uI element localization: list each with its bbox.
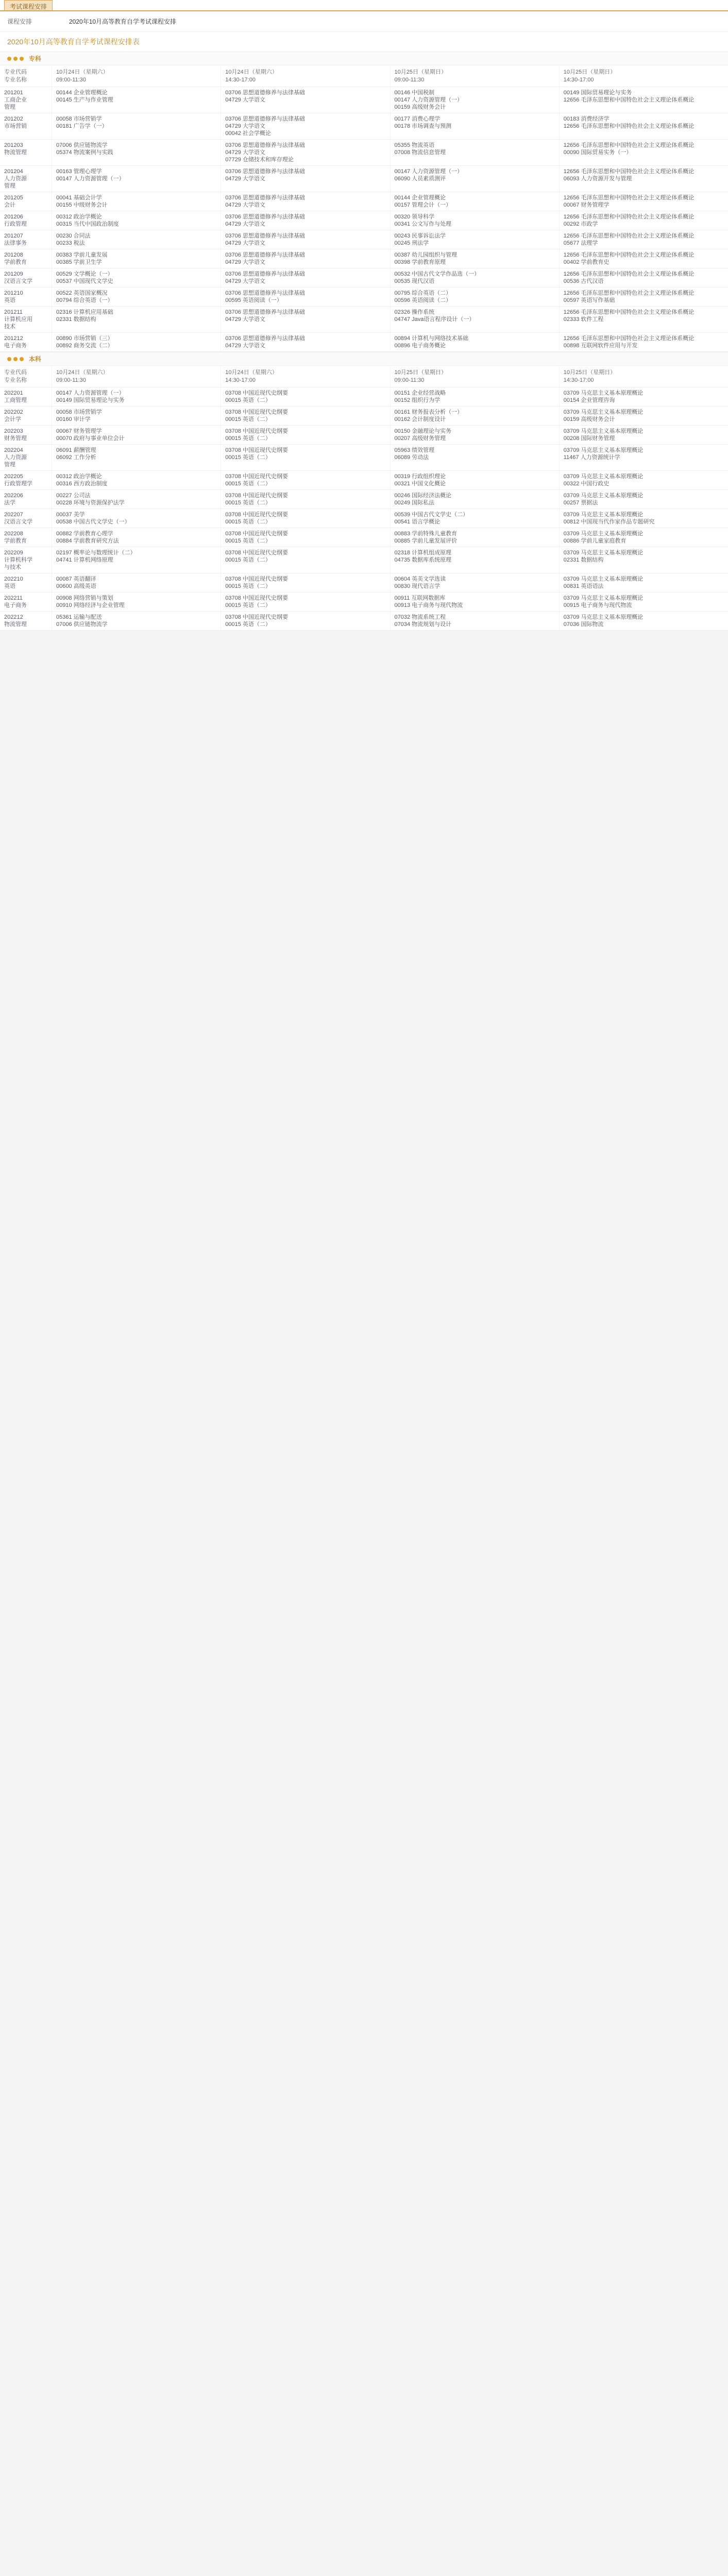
course-cell: 03708 中国近现代史纲要 00015 英语（二） — [221, 426, 390, 444]
sessions-container — [0, 52, 728, 631]
table-row — [0, 140, 728, 166]
title-label: 课程安排 — [7, 18, 32, 25]
table-row — [0, 426, 728, 445]
course-cell: 03709 马克思主义基本原理概论 00915 电子商务与现代物流 — [559, 592, 728, 611]
course-cell: 00604 英美文学选读 00830 现代语言学 — [390, 573, 559, 592]
table-row — [0, 509, 728, 528]
table-row — [0, 166, 728, 192]
course-cell: 03706 思想道德修养与法律基础 04729 大学语文 — [221, 230, 390, 249]
course-cell: 00890 市场营销（三） 00892 商务交流（二） — [52, 333, 221, 351]
course-cell: 02326 操作系统 04747 Java语言程序设计（一） — [390, 307, 559, 332]
course-cell: 05361 运输与配送 07006 供应链物流学 — [52, 612, 221, 630]
course-cell: 12656 毛泽东思想和中国特色社会主义理论体系概论 00536 古代汉语 — [559, 268, 728, 287]
table-row — [0, 592, 728, 612]
column-header: 10月24日（星期六） 09:00-11:30 — [52, 366, 221, 387]
session-1 — [0, 352, 728, 631]
course-cell: 05355 物流英语 07008 物流信息管理 — [390, 140, 559, 165]
course-cell: 03708 中国近现代史纲要 00015 英语（二） — [221, 592, 390, 611]
column-header: 10月25日（星期日） 09:00-11:30 — [390, 366, 559, 387]
major-cell: 201206 行政管理 — [4, 214, 27, 227]
tab-strip — [0, 0, 728, 11]
course-cell: 00320 领导科学 00341 公文写作与处理 — [390, 211, 559, 230]
table-row — [0, 192, 728, 211]
course-cell: 00149 国际贸易理论与实务 12656 毛泽东思想和中国特色社会主义理论体系概论 — [559, 87, 728, 113]
table-row — [0, 406, 728, 426]
course-cell: 02318 计算机组成原理 04735 数据库系统原理 — [390, 547, 559, 573]
course-cell: 00383 学前儿童发展 00385 学前卫生学 — [52, 249, 221, 268]
table-row — [0, 287, 728, 307]
column-header: 10月24日（星期六） 14:30-17:00 — [221, 65, 390, 87]
dot-icon — [13, 357, 18, 361]
major-cell: 202201 工商管理 — [4, 390, 27, 403]
course-cell: 03706 思想道德修养与法律基础 04729 大学语文 07729 仓储技术和库存理论 — [221, 140, 390, 165]
dot-icon — [7, 57, 11, 61]
course-cell: 03706 思想道德修养与法律基础 00595 英语阅读（一） — [221, 287, 390, 306]
dot-icon — [20, 57, 24, 61]
major-cell: 201201 工商企业 管理 — [4, 90, 27, 110]
table-row — [0, 445, 728, 471]
course-cell: 00163 管理心理学 00147 人力资源管理（一） — [52, 166, 221, 192]
course-cell: 05963 绩效管理 06089 劳动法 — [390, 445, 559, 470]
major-cell: 202203 财务管理 — [4, 428, 27, 442]
course-cell: 00147 人力资源管理（一） 00149 国际贸易理论与实务 — [52, 387, 221, 406]
course-cell: 00246 国际经济法概论 00249 国际私法 — [390, 490, 559, 509]
course-cell: 03706 思想道德修养与法律基础 04729 大学语文 — [221, 268, 390, 287]
major-cell: 201208 学前教育 — [4, 252, 27, 265]
course-cell: 03708 中国近现代史纲要 00015 英语（二） — [221, 573, 390, 592]
course-cell: 00795 综合英语（二） 00596 英语阅读（二） — [390, 287, 559, 306]
major-cell: 202210 英语 — [4, 576, 23, 589]
course-cell: 00883 学前特殊儿童教育 00885 学前儿童发展评价 — [390, 528, 559, 547]
course-cell: 03708 中国近现代史纲要 00015 英语（二） — [221, 490, 390, 509]
column-header: 10月25日（星期日） 09:00-11:30 — [390, 65, 559, 87]
table-row — [0, 249, 728, 268]
major-cell: 201203 物流管理 — [4, 142, 27, 156]
course-cell: 02316 计算机应用基础 02331 数据结构 — [52, 307, 221, 332]
table-row — [0, 307, 728, 333]
course-cell: 02197 概率论与数理统计（二） 04741 计算机网络原理 — [52, 547, 221, 573]
course-cell: 03709 马克思主义基本原理概论 00322 中国行政史 — [559, 471, 728, 489]
course-cell: 00147 人力资源管理（一） 06090 人员素质测评 — [390, 166, 559, 192]
column-header: 10月24日（星期六） 14:30-17:00 — [221, 366, 390, 387]
content-panel — [0, 11, 728, 631]
course-cell: 00539 中国古代文学史（二） 00541 语言学概论 — [390, 509, 559, 528]
table-row — [0, 573, 728, 592]
course-cell: 03708 中国近现代史纲要 00015 英语（二） — [221, 406, 390, 425]
course-cell: 00312 政治学概论 00315 当代中国政治制度 — [52, 211, 221, 230]
course-cell: 00894 计算机与网络技术基础 00896 电子商务概论 — [390, 333, 559, 351]
course-cell: 12656 毛泽东思想和中国特色社会主义理论体系概论 06093 人力资源开发与管理 — [559, 166, 728, 192]
course-cell: 00146 中国税制 00147 人力资源管理（一） 00159 高级财务会计 — [390, 87, 559, 113]
course-cell: 03706 思想道德修养与法律基础 04729 大学语文 00042 社会学概论 — [221, 113, 390, 139]
course-cell: 03708 中国近现代史纲要 00015 英语（二） — [221, 445, 390, 470]
course-cell: 03708 中国近现代史纲要 00015 英语（二） — [221, 471, 390, 489]
title-row — [0, 11, 728, 32]
course-cell: 03706 思想道德修养与法律基础 04729 大学语文 — [221, 333, 390, 351]
table-row — [0, 387, 728, 406]
course-cell: 12656 毛泽东思想和中国特色社会主义理论体系概论 00090 国际贸易实务（一） — [559, 140, 728, 165]
course-cell: 03709 马克思主义基本原理概论 00208 国际财务管理 — [559, 426, 728, 444]
table-header — [0, 65, 728, 87]
course-cell: 00151 企业经营战略 00152 组织行为学 — [390, 387, 559, 406]
table-row — [0, 230, 728, 249]
page-title: 2020年10月高等教育自学考试课程安排 — [69, 18, 177, 25]
major-cell: 202212 物流管理 — [4, 614, 27, 628]
major-cell: 202202 会计学 — [4, 409, 23, 422]
table-row — [0, 471, 728, 490]
table-row — [0, 268, 728, 287]
course-cell: 03709 马克思主义基本原理概论 00812 中国现当代作家作品专题研究 — [559, 509, 728, 528]
table-header — [0, 366, 728, 387]
table-row — [0, 113, 728, 140]
course-cell: 00908 网络营销与策划 00910 网络经济与企业管理 — [52, 592, 221, 611]
major-cell: 202206 法学 — [4, 493, 23, 506]
course-cell: 00058 市场营销学 00181 广告学（一） — [52, 113, 221, 139]
dot-icon — [20, 357, 24, 361]
course-cell: 00911 互联网数据库 00913 电子商务与现代物流 — [390, 592, 559, 611]
course-cell: 03706 思想道德修养与法律基础 04729 大学语文 — [221, 249, 390, 268]
major-cell: 202204 人力资源 管理 — [4, 447, 27, 468]
course-cell: 00144 企业管理概论 00157 管理会计（一） — [390, 192, 559, 211]
course-cell: 03709 马克思主义基本原理概论 11467 人力资源统计学 — [559, 445, 728, 470]
table-row — [0, 490, 728, 509]
major-cell: 202207 汉语言文学 — [4, 512, 32, 525]
table-row — [0, 528, 728, 547]
major-cell: 201210 英语 — [4, 290, 23, 303]
course-cell: 00144 企业管理概论 00145 生产与作业管理 — [52, 87, 221, 113]
course-cell: 03709 马克思主义基本原理概论 00831 英语语法 — [559, 573, 728, 592]
course-cell: 00087 英语翻译 00600 高级英语 — [52, 573, 221, 592]
course-cell: 00243 民事诉讼法学 00245 刑法学 — [390, 230, 559, 249]
schedule-subtitle: 2020年10月高等教育自学考试课程安排表 — [0, 32, 728, 52]
course-cell: 00037 美学 00538 中国古代文学史（一） — [52, 509, 221, 528]
course-cell: 03708 中国近现代史纲要 00015 英语（二） — [221, 387, 390, 406]
table-row — [0, 612, 728, 631]
course-cell: 03708 中国近现代史纲要 00015 英语（二） — [221, 547, 390, 573]
course-cell: 07006 供应链物流学 05374 物流案例与实践 — [52, 140, 221, 165]
major-cell: 202208 学前教育 — [4, 531, 27, 544]
dot-icon — [13, 57, 18, 61]
course-cell: 03709 马克思主义基本原理概论 00257 票据法 — [559, 490, 728, 509]
course-cell: 00529 文学概论（一） 00537 中国现代文学史 — [52, 268, 221, 287]
course-cell: 00227 公司法 00228 环境与资源保护法学 — [52, 490, 221, 509]
course-cell: 03709 马克思主义基本原理概论 00154 企业管理咨询 — [559, 387, 728, 406]
table-row — [0, 87, 728, 113]
course-cell: 00319 行政组织理论 00321 中国文化概论 — [390, 471, 559, 489]
course-cell: 03708 中国近现代史纲要 00015 英语（二） — [221, 612, 390, 630]
major-cell: 201211 计算机应用 技术 — [4, 309, 32, 330]
course-cell: 00532 中国古代文学作品选（一） 00535 现代汉语 — [390, 268, 559, 287]
column-header: 10月25日（星期日） 14:30-17:00 — [559, 366, 728, 387]
course-cell: 00183 消费经济学 12656 毛泽东思想和中国特色社会主义理论体系概论 — [559, 113, 728, 139]
major-cell: 201205 会计 — [4, 195, 23, 208]
major-cell: 201212 电子商务 — [4, 335, 27, 349]
course-cell: 00161 财务报表分析（一） 00162 会计制度设计 — [390, 406, 559, 425]
session-header — [0, 52, 728, 65]
table-row — [0, 333, 728, 352]
major-cell: 201202 市场营销 — [4, 116, 27, 129]
column-header: 10月25日（星期日） 14:30-17:00 — [559, 65, 728, 87]
course-cell: 12656 毛泽东思想和中国特色社会主义理论体系概论 02333 软件工程 — [559, 307, 728, 332]
course-cell: 12656 毛泽东思想和中国特色社会主义理论体系概论 00597 英语写作基础 — [559, 287, 728, 306]
course-cell: 07032 物流系统工程 07034 物流规划与设计 — [390, 612, 559, 630]
course-cell: 00312 政治学概论 00316 西方政治制度 — [52, 471, 221, 489]
course-cell: 00150 金融理论与实务 00207 高级财务管理 — [390, 426, 559, 444]
tab-exam-schedule[interactable]: 考试课程安排 — [4, 0, 53, 10]
course-cell: 00882 学前教育心理学 00884 学前教育研究方法 — [52, 528, 221, 547]
course-cell: 12656 毛泽东思想和中国特色社会主义理论体系概论 00402 学前教育史 — [559, 249, 728, 268]
course-cell: 00067 财务管理学 00070 政府与事业单位会计 — [52, 426, 221, 444]
major-cell: 202205 行政管理学 — [4, 473, 32, 487]
table-row — [0, 211, 728, 230]
course-cell: 03709 马克思主义基本原理概论 02331 数据结构 — [559, 547, 728, 573]
dot-icon — [7, 357, 11, 361]
course-cell: 12656 毛泽东思想和中国特色社会主义理论体系概论 00067 财务管理学 — [559, 192, 728, 211]
course-cell: 03706 思想道德修养与法律基础 04729 大学语文 — [221, 211, 390, 230]
column-header: 专业代码 专业名称 — [4, 69, 27, 83]
course-cell: 03709 马克思主义基本原理概论 00886 学前儿童家庭教育 — [559, 528, 728, 547]
course-cell: 00230 合同法 00233 税法 — [52, 230, 221, 249]
course-cell: 03708 中国近现代史纲要 00015 英语（二） — [221, 509, 390, 528]
course-cell: 00387 幼儿园组织与管理 00398 学前教育原理 — [390, 249, 559, 268]
major-cell: 201209 汉语言文学 — [4, 271, 32, 284]
course-cell: 00041 基础会计学 00155 中级财务会计 — [52, 192, 221, 211]
course-cell: 12656 毛泽东思想和中国特色社会主义理论体系概论 05677 法理学 — [559, 230, 728, 249]
table-row — [0, 547, 728, 573]
major-cell: 202209 计算机科学 与技术 — [4, 550, 32, 570]
major-cell: 201207 法律事务 — [4, 233, 27, 246]
course-cell: 03706 思想道德修养与法律基础 04729 大学语文 — [221, 307, 390, 332]
column-header: 专业代码 专业名称 — [4, 369, 27, 383]
course-cell: 00522 英语国家概况 00794 综合英语（一） — [52, 287, 221, 306]
session-title: 本科 — [29, 355, 42, 363]
course-cell: 03709 马克思主义基本原理概论 00159 高级财务会计 — [559, 406, 728, 425]
course-cell: 00058 市场营销学 00160 审计学 — [52, 406, 221, 425]
major-cell: 201204 人力资源 管理 — [4, 168, 27, 189]
column-header: 10月24日（星期六） 09:00-11:30 — [52, 65, 221, 87]
course-cell: 06091 薪酬管理 06092 工作分析 — [52, 445, 221, 470]
course-cell: 03706 思想道德修养与法律基础 04729 大学语文 — [221, 192, 390, 211]
session-0 — [0, 52, 728, 352]
course-cell: 12656 毛泽东思想和中国特色社会主义理论体系概论 00898 互联网软件应用与开发 — [559, 333, 728, 351]
session-title: 专科 — [29, 55, 42, 62]
course-cell: 03706 思想道德修养与法律基础 04729 大学语文 — [221, 166, 390, 192]
session-header — [0, 352, 728, 366]
course-cell: 03706 思想道德修养与法律基础 04729 大学语文 — [221, 87, 390, 113]
course-cell: 03708 中国近现代史纲要 00015 英语（二） — [221, 528, 390, 547]
course-cell: 03709 马克思主义基本原理概论 07036 国际物流 — [559, 612, 728, 630]
course-cell: 00177 消费心理学 00178 市场调查与预测 — [390, 113, 559, 139]
course-cell: 12656 毛泽东思想和中国特色社会主义理论体系概论 00292 市政学 — [559, 211, 728, 230]
major-cell: 202211 电子商务 — [4, 595, 27, 608]
